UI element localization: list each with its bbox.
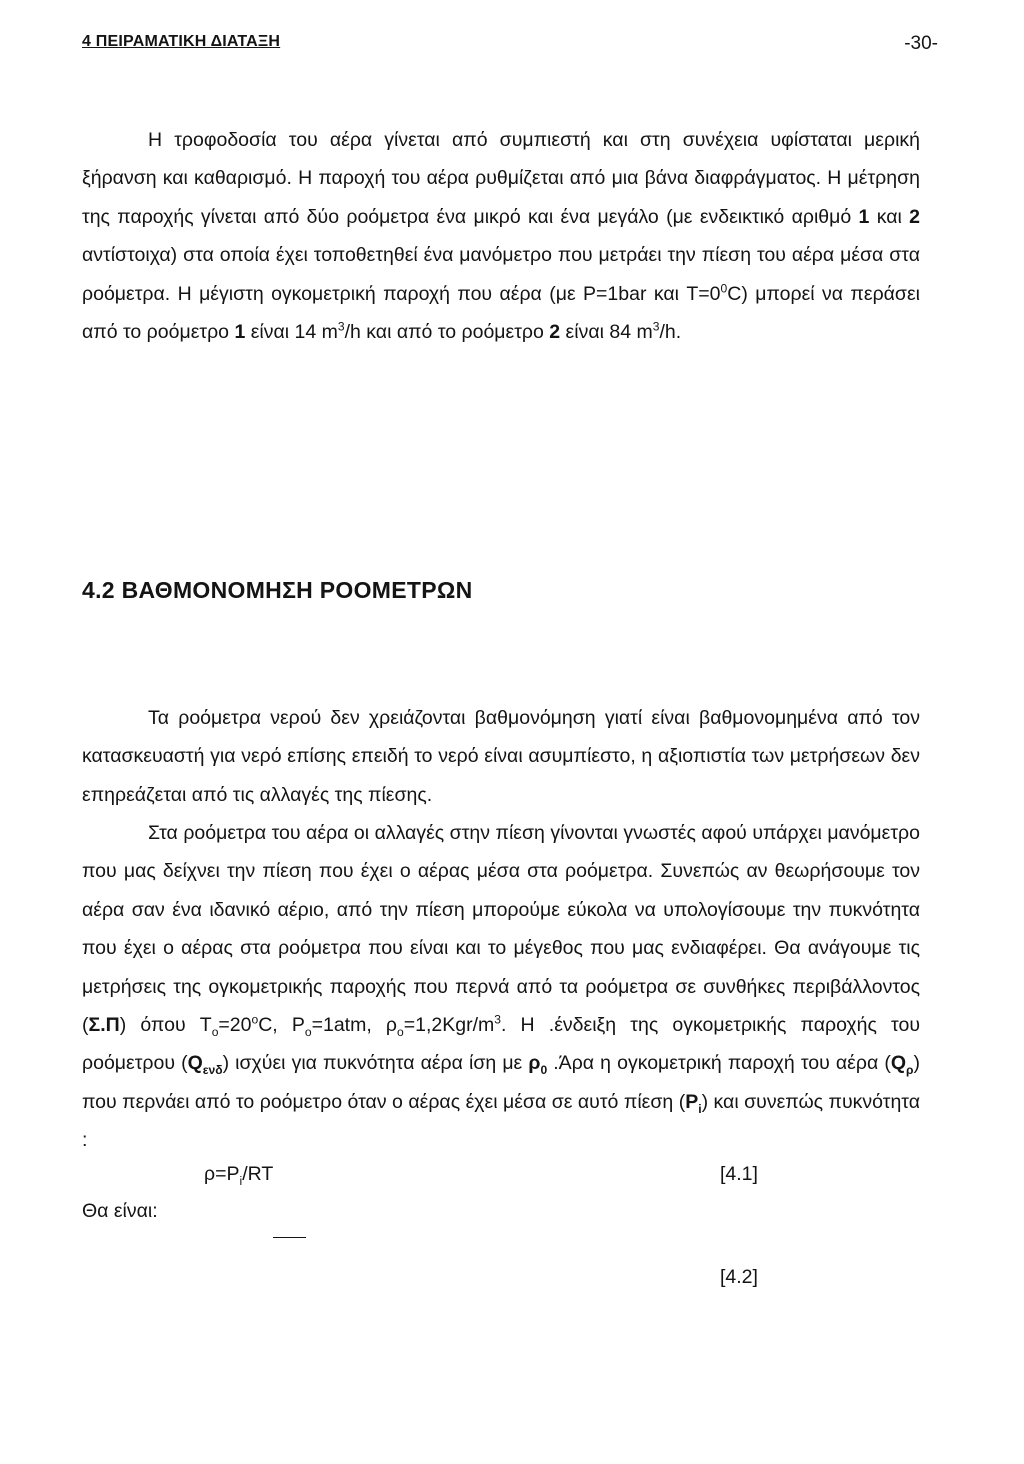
equation-number-4-2: [4.2] — [720, 1266, 758, 1288]
equation-number-4-1: [4.1] — [720, 1163, 758, 1185]
chapter-header: 4 ΠΕΙΡΑΜΑΤΙΚΗ ΔΙΑΤΑΞΗ — [82, 33, 281, 50]
equation-density: $\rho=P_i/RT$ — [204, 1163, 274, 1188]
paragraph-water-flowmeters: Τα ροόμετρα νερού δεν χρειάζονται βαθμονόμηση γιατί είναι βαθμονομημένα από τον κατασκευαστή για νερό επίσης επειδή το νερό είναι ασυμπίεστο, η αξιοπιστία των μετρήσεων δεν επηρεάζεται από τις αλλαγές της πίεσης. — [82, 707, 920, 806]
fraction-bar — [273, 1237, 306, 1238]
label-tha-einai: Θα είναι: — [82, 1200, 158, 1222]
paragraph-air-flowmeters: Στα ροόμετρα του αέρα οι αλλαγές στην πίεση γίνονται γνωστές αφού υπάρχει μανόμετρο που μας δείχνει την πίεση που έχει ο αέρας μέσα στα ροόμετρα. Συνεπώς αν θεωρήσουμε τον αέρα σαν ένα ιδανικό αέριο, από την πίεση μπορούμε εύκολα να υπολογίσουμε την πυκνότητα που έχει ο αέρας στα ροόμετρα που είναι και το μέγεθος που μας ενδιαφέρει. Θα ανάγουμε τις μετρήσεις της ογκομετρικής παροχής που περνά από τα ροόμετρα σε συνθήκες περιβάλλοντος (Σ.Π) όπου $T_o=20^oC$, $P_o=1atm$, $\rho_o=1,2Kgr/m^3$. Η .ένδειξη της ογκομετρικής παροχής του ροόμετρου $(Q_{\varepsilon\nu\delta})$ ισχύει για πυκνότητα αέρα ίση με $\rho_0$ .Άρα η ογκομετρική παροχή του αέρα $(Q_\rho)$ που περνάει από το ροόμετρο όταν ο αέρας έχει μέσα σε αυτό πίεση $(P_i)$ και συνεπώς πυκνότητα : — [82, 822, 920, 1152]
page-number: -30- — [904, 33, 938, 54]
section-heading: 4.2 ΒΑΘΜΟΝΟΜΗΣΗ ΡΟΟΜΕΤΡΩΝ — [82, 577, 473, 603]
paragraph-air-supply: Η τροφοδοσία του αέρα γίνεται από συμπιεστή και στη συνέχεια υφίσταται μερική ξήρανση και καθαρισμό. Η παροχή του αέρα ρυθμίζεται από μια βάνα διαφράγματος. Η μέτρηση της παροχής γίνεται από δύο ροόμετρα ένα μικρό και ένα μεγάλο (με ενδεικτικό αριθμό 1 και 2 αντίστοιχα) στα οποία έχει τοποθετηθεί ένα μανόμετρο που μετράει την πίεση του αέρα μέσα στα ροόμετρα. Η μέγιστη ογκομετρική παροχή που αέρα (με P=1bar και $T=0^0C$) μπορεί να περάσει από το ροόμετρο 1 είναι 14 $m^3/h$ και από το ροόμετρο 2 είναι 84 $m^3/h$. — [82, 129, 920, 344]
